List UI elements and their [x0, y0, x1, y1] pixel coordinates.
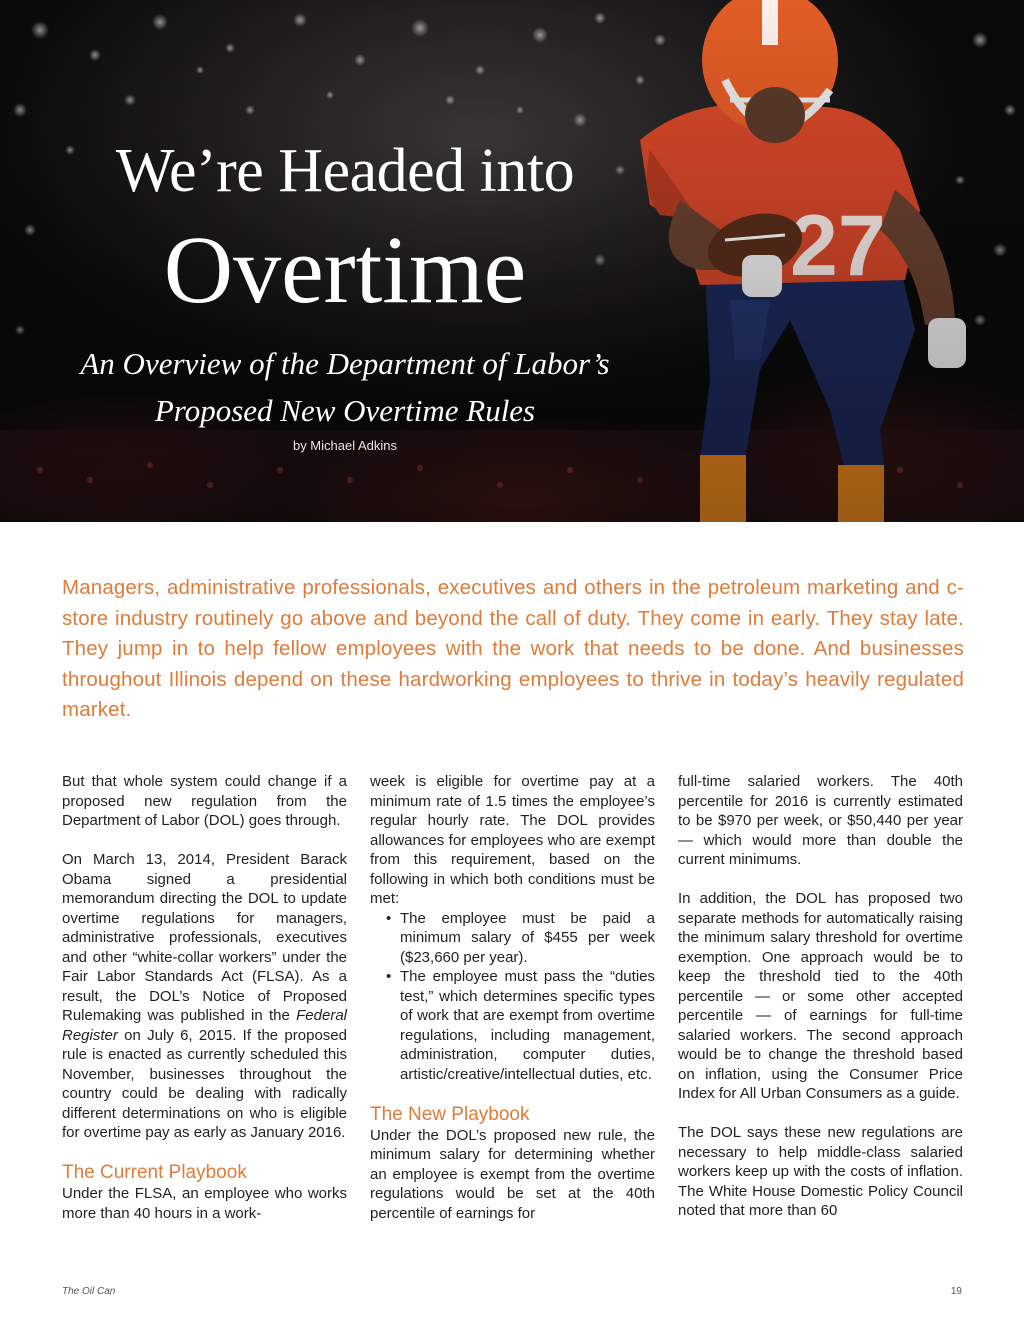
hero-banner: [0, 0, 1024, 522]
section-heading-current-playbook: The Current Playbook: [62, 1162, 247, 1183]
headline-line-1: We’re Headed into: [115, 137, 575, 205]
article-column-1: [62, 772, 347, 1223]
author-byline: by Michael Adkins: [292, 438, 398, 453]
body-paragraph: week is eligible for overtime pay at a minimum rate of 1.5 times the employee’s regular hourly rate. The DOL provides allowances for employees who are exempt from this requirement, based on the following in which both conditions must be met:: [370, 773, 655, 907]
intro-paragraph: Managers, administrative professionals, executives and others in the petroleum marketing and c-store industry routinely go above and beyond the call of duty. They come in early. They stay late. They jump in to help fellow employees with the work that needs to be done. And businesses throughout Illinois depend on these hardworking employees to thrive in today’s heavily regulated market.: [62, 576, 964, 722]
page-number: 19: [950, 1286, 962, 1297]
body-text: On March 13, 2014, President Barack Obama signed a presidential memorandum directing the DOL to update overtime regulations for managers, administrative professionals, executives and other “white-collar workers” under the Fair Labor Standards Act (FLSA). As a result, the DOL’s Notice of Proposed Rulemaking was published in the: [62, 851, 347, 1024]
body-paragraph: In addition, the DOL has proposed two separate methods for automatically raising the minimum salary threshold for overtime exemption. One approach would be to keep the threshold tied to the 40th percentile — or some other accepted percentile — of earnings for full-time salaried workers. The second approach would be to change the threshold based on inflation, using the Consumer Price Index for All Urban Consumers as a guide.: [678, 890, 963, 1102]
body-text: on July 6, 2015. If the proposed rule is enacted as currently scheduled this November, businesses throughout the country could be dealing with radically different determinations on who is eligible for overtime pay as early as January 2016.: [62, 1026, 347, 1141]
publication-title: Federal Register: [62, 1007, 347, 1044]
list-item: • The employee must pass the “duties test,” which determines specific types of work that are exempt from overtime regulations, including management, administration, computer duties, artistic/creative/intellectual duties, etc.: [386, 968, 655, 1083]
body-paragraph: But that whole system could change if a proposed new regulation from the Department of Labor (DOL) goes through.: [62, 773, 347, 829]
headline-line-2: Overtime: [163, 216, 527, 323]
subheadline-line-1: An Overview of the Department of Labor’s: [80, 346, 610, 381]
section-heading-new-playbook: The New Playbook: [370, 1103, 530, 1125]
conditions-list: [370, 909, 655, 1085]
list-item: • The employee must be paid a minimum salary of $455 per week ($23,660 per year).: [386, 909, 655, 966]
article-column-2: [370, 772, 655, 1223]
body-paragraph: Under the FLSA, an employee who works more than 40 hours in a work-: [62, 1185, 347, 1222]
bullet-icon: •: [386, 909, 392, 927]
bullet-icon: •: [386, 968, 392, 985]
subheadline-line-2: Proposed New Overtime Rules: [154, 393, 536, 428]
publication-name: The Oil Can: [62, 1286, 116, 1297]
body-paragraph: [62, 850, 347, 1143]
body-paragraph: The DOL says these new regulations are necessary to help middle-class salaried workers keep up with the costs of inflation. The White House Domestic Policy Council noted that more than 60: [678, 1124, 963, 1219]
body-paragraph: Under the DOL’s proposed new rule, the minimum salary for determining whether an employee is exempt from the overtime regulations would be set at the 40th percentile of earnings for: [370, 1126, 655, 1222]
article-column-3: [678, 772, 963, 1221]
body-paragraph: full-time salaried workers. The 40th percentile for 2016 is currently estimated to be $970 per week, or $50,440 per year — which would more than double the current minimums.: [678, 773, 963, 868]
